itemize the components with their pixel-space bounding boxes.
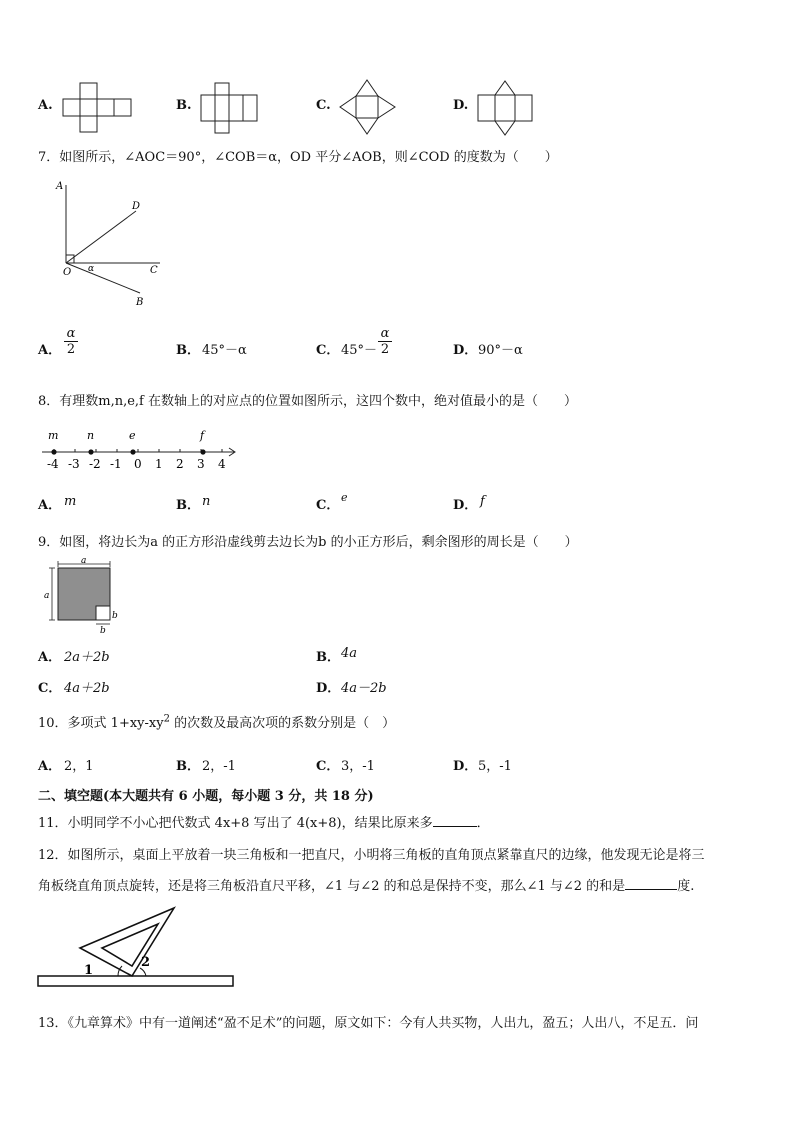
q12-angle-2-label: 2 [141, 955, 151, 970]
q8-tick-label: 2 [176, 457, 184, 471]
q6-option-c-label: C. [316, 98, 331, 113]
q13-line1: 13．《九章算术》中有一道阐述“盈不足术”的问题，原文如下：今有人共买物，人出九，盈五；人出八，不足五．问 [38, 1016, 699, 1031]
q10-option-a-value: 2，1 [64, 759, 94, 774]
cube-net-b [200, 82, 262, 134]
q11-answer-blank[interactable] [433, 826, 477, 827]
q9-label-top-a: a [81, 558, 87, 566]
q9-label-bottom-b: b [100, 626, 106, 636]
q12-answer-blank[interactable] [625, 889, 677, 890]
q10-option-a-label: A． [38, 759, 62, 774]
cube-net-a [62, 82, 134, 134]
q8-option-a-label: A． [38, 498, 62, 513]
q7-option-b-value: 45°－α [202, 343, 247, 358]
q7-label-d: D [132, 201, 141, 212]
q7-option-c-fraction: α 2 [378, 326, 392, 357]
q9-stem: 9．如图，将边长为a 的正方形沿虚线剪去边长为b 的小正方形后，剩余图形的周长是（ ） [38, 535, 578, 550]
q8-point-e: e [129, 429, 136, 442]
q7-label-a: A [56, 181, 64, 192]
q9-option-d-label: D． [316, 681, 341, 696]
q12-angle-1-label: 1 [84, 963, 94, 978]
q9-option-d-value: 4a－2b [341, 681, 387, 696]
q7-stem: 7．如图所示，∠AOC＝90°，∠COB＝α，OD 平分∠AOB，则∠COD 的度数为（ ） [38, 150, 558, 165]
q8-tick-label: 4 [218, 457, 226, 471]
q10-option-c-value: 3，-1 [341, 759, 375, 774]
q7-label-b: B [136, 297, 144, 308]
q7-option-c-label: C． [316, 343, 340, 358]
q9-option-c-value: 4a＋2b [64, 681, 110, 696]
q7-angle-figure [52, 175, 172, 315]
q11-text: 11．小明同学不小心把代数式 4x+8 写出了 4(x+8)，结果比原来多 ． [38, 816, 490, 831]
q7-option-b-label: B． [176, 343, 200, 358]
q10-option-d-value: 5，-1 [478, 759, 512, 774]
q6-option-d-label: D. [453, 98, 469, 113]
q9-square-figure [44, 558, 124, 636]
q8-tick-label: 1 [155, 457, 163, 471]
q9-option-c-label: C． [38, 681, 62, 696]
q8-option-c-label: C． [316, 498, 340, 513]
q6-option-b-label: B. [176, 98, 192, 113]
q8-stem: 8．有理数m,n,e,f 在数轴上的对应点的位置如图所示，这四个数中，绝对值最小的是（ ） [38, 394, 578, 409]
q8-option-d-value: f [480, 494, 485, 509]
q9-option-a-label: A． [38, 650, 62, 665]
q7-option-d-label: D． [453, 343, 478, 358]
q8-tick-label: 0 [134, 457, 142, 471]
q8-point-m: m [48, 429, 59, 442]
q8-tick-label: 3 [197, 457, 205, 471]
q8-tick-label: -3 [68, 457, 80, 471]
q8-option-a-value: m [64, 494, 77, 509]
q7-option-d-value: 90°－α [478, 343, 523, 358]
q9-label-right-b: b [112, 611, 118, 621]
q7-label-c: C [150, 265, 158, 276]
q10-stem: 10．多项式 $1+xy-xy^2$ 的次数及最高次项的系数分别是（ ） [38, 713, 396, 731]
q12-line2: 角板绕直角顶点旋转，还是将三角板沿直尺平移，∠1 与∠2 的和总是保持不变，那么∠1 与∠2 的和是 度. [38, 879, 695, 894]
q7-option-c-prefix: 45°－ [341, 343, 378, 358]
q8-option-d-label: D． [453, 498, 478, 513]
q10-option-d-label: D． [453, 759, 478, 774]
q12-line1: 12．如图所示，桌面上平放着一块三角板和一把直尺，小明将三角板的直角顶点紧靠直尺的边缘，他发现无论是将三 [38, 848, 705, 863]
q7-label-o: O [63, 267, 72, 278]
q8-tick-label: -1 [110, 457, 122, 471]
q12-triangle-ruler-figure [36, 904, 238, 990]
q8-option-b-value: n [202, 494, 211, 509]
q9-option-b-value: 4a [341, 646, 358, 661]
q8-option-b-label: B． [176, 498, 200, 513]
q8-point-n: n [87, 429, 95, 442]
q7-option-a-label: A． [38, 343, 62, 358]
q10-option-b-value: 2，-1 [202, 759, 236, 774]
q8-point-f: f [200, 429, 205, 442]
q8-option-c-value: e [341, 491, 348, 504]
q7-label-alpha: α [88, 264, 95, 274]
q10-option-c-label: C． [316, 759, 340, 774]
q6-option-a-label: A. [38, 98, 53, 113]
q8-number-line [36, 424, 246, 472]
section-heading: 二、填空题(本大题共有 6 小题，每小题 3 分，共 18 分) [38, 789, 374, 804]
cube-net-c [338, 78, 398, 136]
q7-option-a-fraction: α 2 [64, 326, 78, 357]
cube-net-d [477, 80, 535, 136]
q9-label-left-a: a [44, 591, 50, 601]
q8-tick-label: -4 [47, 457, 59, 471]
q8-tick-label: -2 [89, 457, 101, 471]
q9-option-b-label: B． [316, 650, 340, 665]
q10-option-b-label: B． [176, 759, 200, 774]
q9-option-a-value: 2a＋2b [64, 650, 110, 665]
